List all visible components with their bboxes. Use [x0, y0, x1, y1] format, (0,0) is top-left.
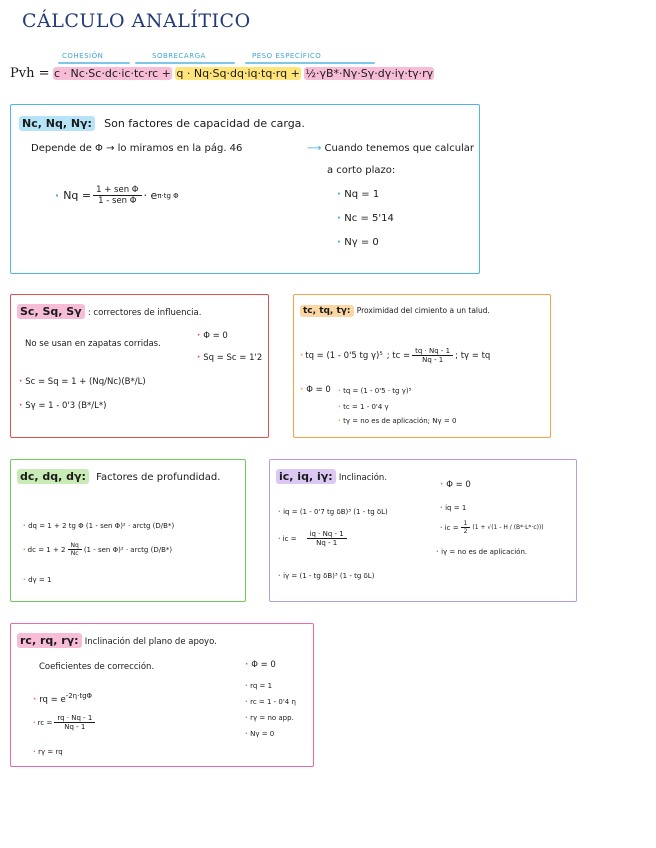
rg-formula: · rγ = rq: [33, 748, 63, 756]
inclination-iq: · iq = 1: [440, 504, 467, 512]
slope-box: [293, 294, 551, 438]
slope-f1: · tq = (1 - 0'5 tg γ)⁵ ; tc = $\frac{tq \cdot Nq - 1}{Nq - 1}$ ; tγ = tq: [300, 347, 491, 364]
slope-label: tc, tq, tγ:: [300, 305, 354, 317]
nq-exp: · e: [143, 189, 158, 202]
arrow-icon: ⟶: [307, 143, 322, 154]
corto-v3: · Nγ = 0: [337, 237, 379, 248]
base-phi: · Φ = 0: [245, 660, 276, 670]
influence-note: No se usan en zapatas corridas.: [25, 339, 161, 349]
main-formula: [10, 66, 434, 81]
base-d: · Nγ = 0: [245, 730, 275, 738]
depth-label: dc, dq, dγ:: [17, 469, 89, 484]
influence-box: [10, 294, 269, 438]
peso-label: PESO ESPECÍFICO: [252, 52, 322, 60]
slope-a: · tq = (1 - 0'5 · tg γ)⁵: [338, 387, 412, 395]
base-b: · rc = 1 - 0'4 η: [245, 698, 296, 706]
nq-numerator: 1 + sen Φ: [93, 185, 141, 196]
cohesion-underline: [58, 62, 130, 64]
corto-text: Cuando tenemos que calcular: [324, 143, 475, 154]
depende-text: Depende de Φ → lo miramos en la pág. 46: [31, 143, 243, 154]
base-c: · rγ = no app.: [245, 714, 294, 722]
inclination-f2: · ic = $\frac{iq \cdot Nq - 1}{Nq - 1}$: [278, 530, 349, 547]
inclination-box: [269, 459, 577, 602]
corto-text-2: a corto plazo:: [327, 165, 396, 176]
rc-fraction: $\frac{rq \cdot Nq - 1}{Nq - 1}$: [54, 714, 95, 731]
inclination-f1: · iq = (1 - 0'7 tg δB)³ (1 - tg δL): [278, 508, 388, 516]
inclination-desc: Inclinación.: [338, 473, 388, 483]
corto-arrow-text: [307, 143, 474, 154]
inclination-f3: · iγ = (1 - tg δB)³ (1 - tg δL): [278, 572, 375, 580]
nq-formula: [55, 185, 179, 206]
inclination-ig: · iγ = no es de aplicación.: [436, 548, 528, 556]
sobrecarga-label: SOBRECARGA: [152, 52, 206, 60]
tc-fraction: $\frac{tq \cdot Nq - 1}{Nq - 1}$: [412, 347, 453, 364]
peso-underline: [245, 62, 375, 64]
base-a: · rq = 1: [245, 682, 273, 690]
nq-fraction: [93, 185, 141, 206]
inclination-label: ic, iq, iγ:: [276, 469, 336, 484]
nq-denominator: 1 - sen Φ: [98, 196, 137, 206]
depth-f3: · dγ = 1: [23, 576, 52, 584]
base-inclination-label: rc, rq, rγ:: [17, 633, 82, 648]
nq-sup: π·tg Φ: [157, 191, 179, 200]
rc-formula: · rc = $\frac{rq \cdot Nq - 1}{Nq - 1}$: [33, 714, 97, 731]
depth-f1: · dq = 1 + 2 tg Φ (1 - sen Φ)² · arctg (D/B*): [23, 522, 175, 530]
influence-sq: · Sq = Sc = 1'2: [197, 353, 263, 363]
sobrecarga-term: q · Nq·Sq·dq·iq·tq·rq +: [176, 67, 300, 80]
influence-label: Sc, Sq, Sγ: [17, 304, 85, 319]
cohesion-term: c · Nc·Sc·dc·ic·tc·rc +: [54, 67, 171, 80]
depth-box: [10, 459, 246, 602]
capacity-factors-desc: Son factores de capacidad de carga.: [104, 117, 305, 130]
influence-f2: · Sγ = 1 - 0'3 (B*/L*): [19, 401, 107, 411]
nq-lhs: Nq =: [63, 189, 92, 202]
dc-fraction: $\frac{Nq}{Nc}$: [68, 542, 82, 557]
corto-v1: · Nq = 1: [337, 189, 380, 200]
slope-desc: Proximidad del cimiento a un talud.: [356, 306, 490, 315]
page-title: CÁLCULO ANALÍTICO: [22, 10, 251, 32]
rq-formula: · rq = $e^{-2\eta\cdot tg\Phi}$: [33, 692, 93, 705]
bullet-icon: ·: [55, 189, 60, 202]
slope-b: · tc = 1 - 0'4 γ: [338, 403, 389, 411]
ic2-fraction: $\frac{1}{2}$: [461, 520, 471, 535]
inclination-phi: · Φ = 0: [440, 480, 471, 490]
pvh-symbol: Pvh =: [10, 66, 50, 81]
ic-fraction: $\frac{iq \cdot Nq - 1}{Nq - 1}$: [307, 530, 347, 547]
capacity-factors-box: [10, 104, 480, 274]
influence-phi: · Φ = 0: [197, 331, 228, 341]
base-inclination-sub: Coeficientes de corrección.: [39, 662, 155, 672]
depth-desc: Factores de profundidad.: [96, 472, 221, 483]
peso-term: ½·γB*·Nγ·Sγ·dγ·iγ·tγ·rγ: [305, 67, 434, 80]
influence-desc: : correctores de influencia.: [87, 308, 202, 318]
slope-phi: · Φ = 0: [300, 385, 331, 395]
capacity-factors-label: Nc, Nq, Nγ:: [19, 116, 95, 131]
sobrecarga-underline: [135, 62, 235, 64]
inclination-ic2: · ic = $\frac{1}{2}$ (1 + √(1 - H / (B*·L*·c))): [440, 520, 544, 535]
slope-c: · tγ = no es de aplicación; Nγ = 0: [338, 417, 457, 425]
cohesion-label: COHESIÓN: [62, 52, 104, 60]
base-inclination-desc: Inclinación del plano de apoyo.: [84, 637, 217, 647]
corto-v2: · Nc = 5'14: [337, 213, 394, 224]
depth-f2: · dc = 1 + 2 $\frac{Nq}{Nc}$ (1 - sen Φ)² · arctg (D/B*): [23, 542, 173, 557]
influence-f1: · Sc = Sq = 1 + (Nq/Nc)(B*/L): [19, 377, 146, 387]
base-inclination-box: [10, 623, 314, 767]
